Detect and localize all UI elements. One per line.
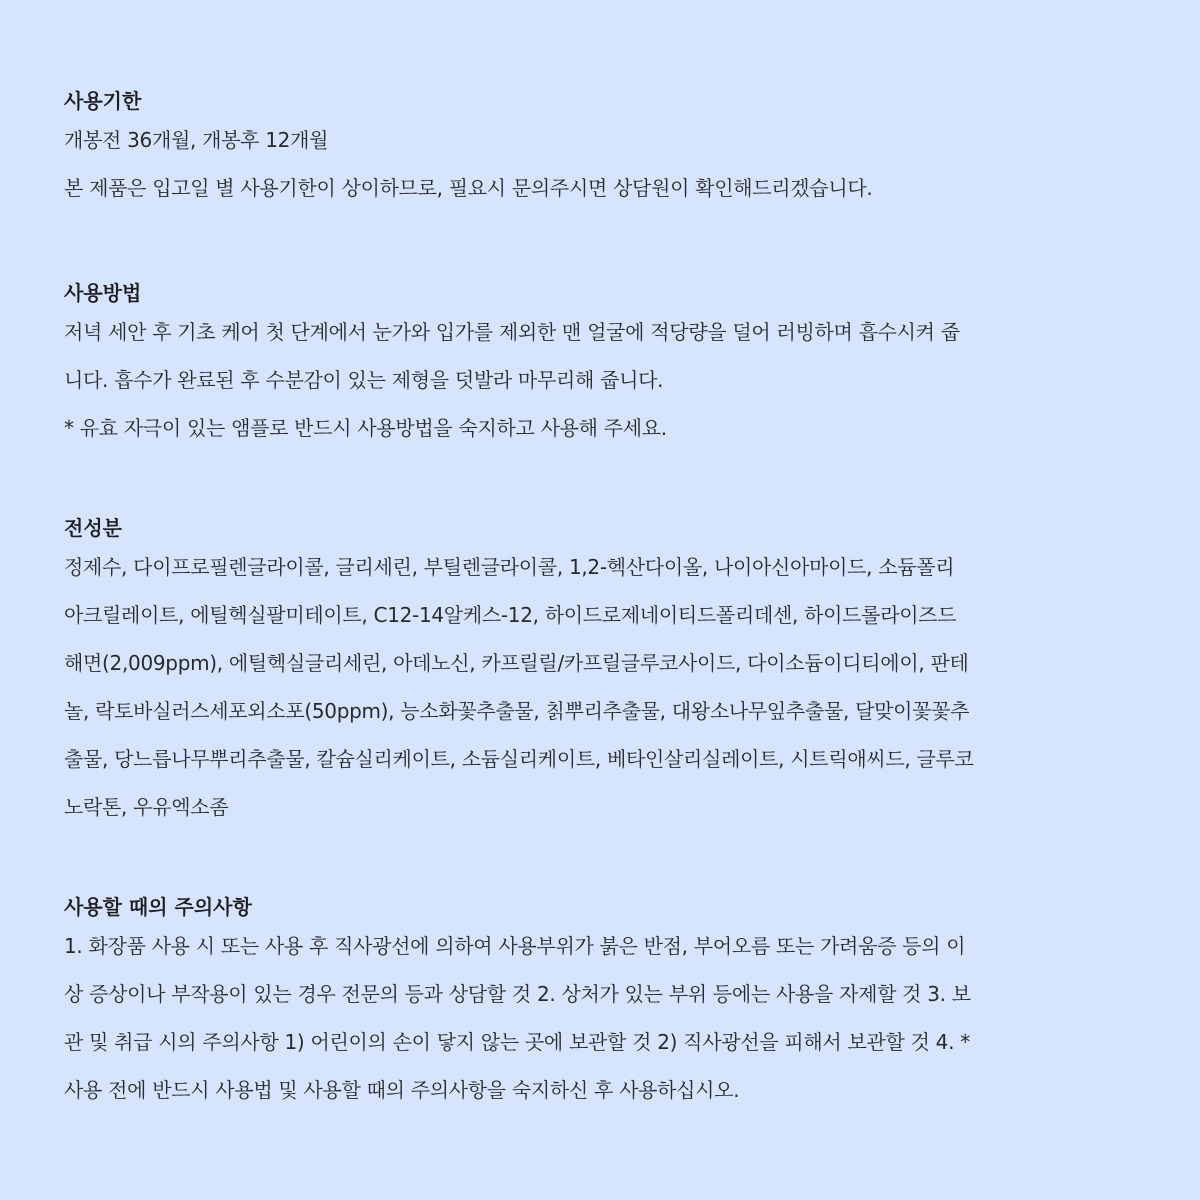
expiry-line: 본 제품은 입고일 별 사용기한이 상이하므로, 필요시 문의주시면 상담원이 확인해드리겠습니다. xyxy=(64,176,873,200)
caution-heading: 사용할 때의 주의사항 xyxy=(64,895,252,919)
ingredients-line: 놀, 락토바실러스세포외소포(50ppm), 능소화꽃추출물, 칡뿌리추출물, 대왕소나무잎추출물, 달맞이꽃꽃추 xyxy=(64,699,970,723)
usage-section xyxy=(64,278,1144,452)
ingredients-heading: 전성분 xyxy=(64,516,122,540)
caution-section xyxy=(64,892,1144,1114)
usage-heading: 사용방법 xyxy=(64,281,142,305)
ingredients-line: 해면(2,009ppm), 에틸헥실글리세린, 아데노신, 카프릴릴/카프릴글루코사이드, 다이소듐이디티에이, 판테 xyxy=(64,651,969,675)
ingredients-line: 정제수, 다이프로필렌글라이콜, 글리세린, 부틸렌글라이콜, 1,2-헥산다이올, 나이아신아마이드, 소듐폴리 xyxy=(64,555,955,579)
caution-line: 상 증상이나 부작용이 있는 경우 전문의 등과 상담할 것 2. 상처가 있는 부위 등에는 사용을 자제할 것 3. 보 xyxy=(64,982,971,1006)
expiry-heading: 사용기한 xyxy=(64,89,142,113)
caution-line: 관 및 취급 시의 주의사항 1) 어린이의 손이 닿지 않는 곳에 보관할 것 2) 직사광선을 피해서 보관할 것 4. * xyxy=(64,1030,970,1054)
ingredients-line: 노락톤, 우유엑소좀 xyxy=(64,795,229,819)
ingredients-line: 아크릴레이트, 에틸헥실팔미테이트, C12-14알케스-12, 하이드로제네이티드폴리데센, 하이드롤라이즈드 xyxy=(64,603,957,627)
usage-line: 저녁 세안 후 기초 케어 첫 단계에서 눈가와 입가를 제외한 맨 얼굴에 적당량을 덜어 러빙하며 흡수시켜 줍 xyxy=(64,320,960,344)
usage-line: * 유효 자극이 있는 앰플로 반드시 사용방법을 숙지하고 사용해 주세요. xyxy=(64,416,667,440)
caution-line: 사용 전에 반드시 사용법 및 사용할 때의 주의사항을 숙지하신 후 사용하십시오. xyxy=(64,1078,740,1102)
expiry-line: 개봉전 36개월, 개봉후 12개월 xyxy=(64,128,329,152)
expiry-section xyxy=(64,86,1144,212)
caution-line: 1. 화장품 사용 시 또는 사용 후 직사광선에 의하여 사용부위가 붉은 반점, 부어오름 또는 가려움증 등의 이 xyxy=(64,934,966,958)
usage-line: 니다. 흡수가 완료된 후 수분감이 있는 제형을 덧발라 마무리해 줍니다. xyxy=(64,368,664,392)
ingredients-line: 출물, 당느릅나무뿌리추출물, 칼슘실리케이트, 소듐실리케이트, 베타인살리실레이트, 시트릭애씨드, 글루코 xyxy=(64,747,974,771)
ingredients-section xyxy=(64,513,1144,831)
